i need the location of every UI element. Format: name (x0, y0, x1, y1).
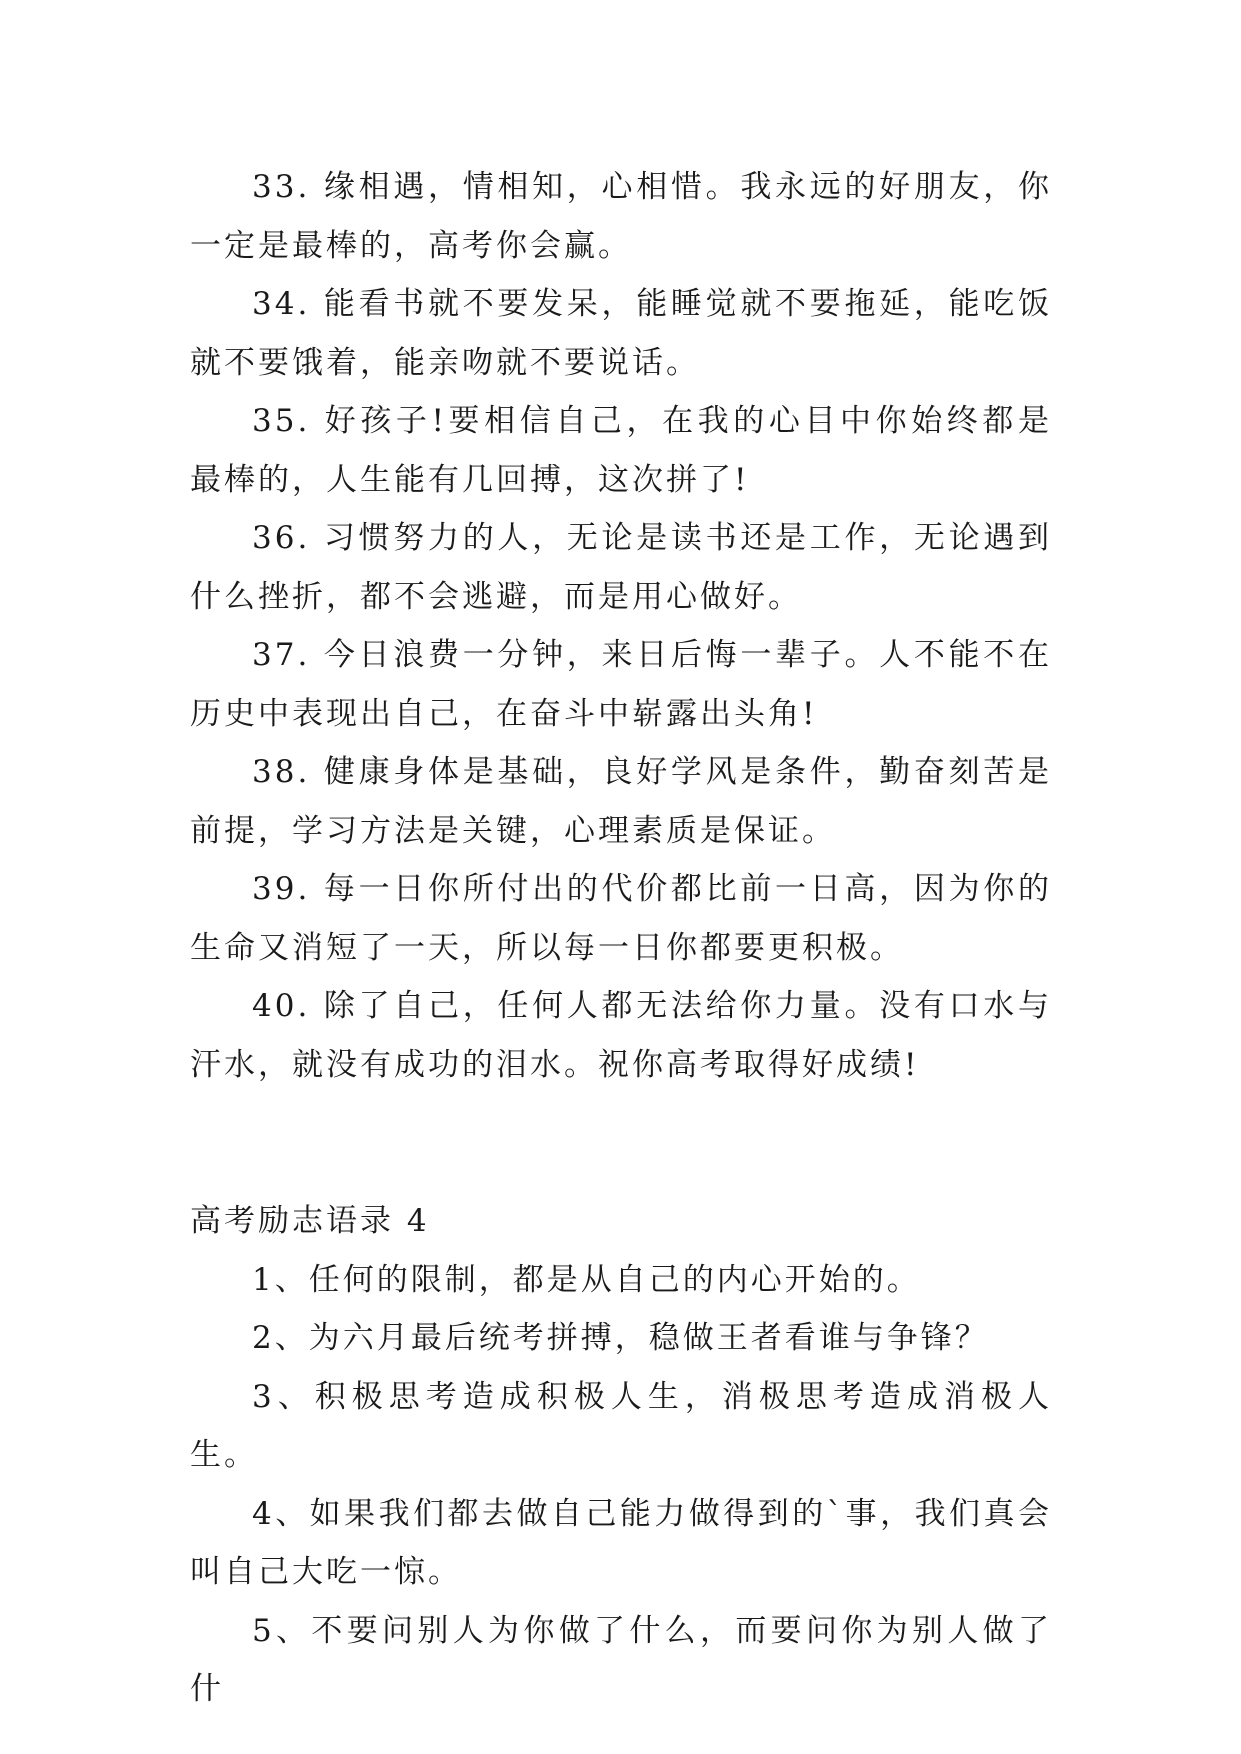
quote-paragraph-2: 2、为六月最后统考拼搏，稳做王者看谁与争锋？ (252, 1320, 989, 1356)
quote-paragraph-39: 39. 每一日你所付出的代价都比前一日高，因为你的生命又消短了一天，所以每一日你都要更积极。 (190, 871, 1052, 966)
quote-paragraph-3: 3、积极思考造成积极人生，消极思考造成消极人生。 (190, 1378, 1052, 1473)
document-body (190, 158, 1052, 1719)
quote-paragraph-37: 37. 今日浪费一分钟，来日后悔一辈子。人不能不在历史中表现出自己，在奋斗中崭露出头角! (190, 637, 1052, 732)
quote-paragraph-5: 5、不要问别人为你做了什么，而要问你为别人做了什 (190, 1612, 1052, 1707)
quote-paragraph-34: 34. 能看书就不要发呆，能睡觉就不要拖延，能吃饭就不要饿着，能亲吻就不要说话。 (190, 286, 1052, 381)
quote-paragraph-1: 1、任何的限制，都是从自己的内心开始的。 (252, 1261, 921, 1298)
quote-paragraph-33: 33. 缘相遇，情相知，心相惜。我永远的好朋友，你一定是最棒的，高考你会赢。 (190, 169, 1052, 264)
section-heading: 高考励志语录 4 (190, 1203, 430, 1239)
quote-paragraph-35: 35. 好孩子!要相信自己，在我的心目中你始终都是最棒的，人生能有几回搏，这次拼了! (190, 403, 1052, 498)
quote-paragraph-40: 40. 除了自己，任何人都无法给你力量。没有口水与汗水，就没有成功的泪水。祝你高考取得好成绩! (190, 988, 1052, 1083)
quote-paragraph-36: 36. 习惯努力的人，无论是读书还是工作，无论遇到什么挫折，都不会逃避，而是用心做好。 (190, 520, 1052, 615)
quote-paragraph-38: 38. 健康身体是基础，良好学风是条件，勤奋刻苦是前提，学习方法是关键，心理素质是保证。 (190, 754, 1052, 849)
quote-paragraph-4: 4、如果我们都去做自己能力做得到的`事，我们真会叫自己大吃一惊。 (190, 1495, 1052, 1590)
